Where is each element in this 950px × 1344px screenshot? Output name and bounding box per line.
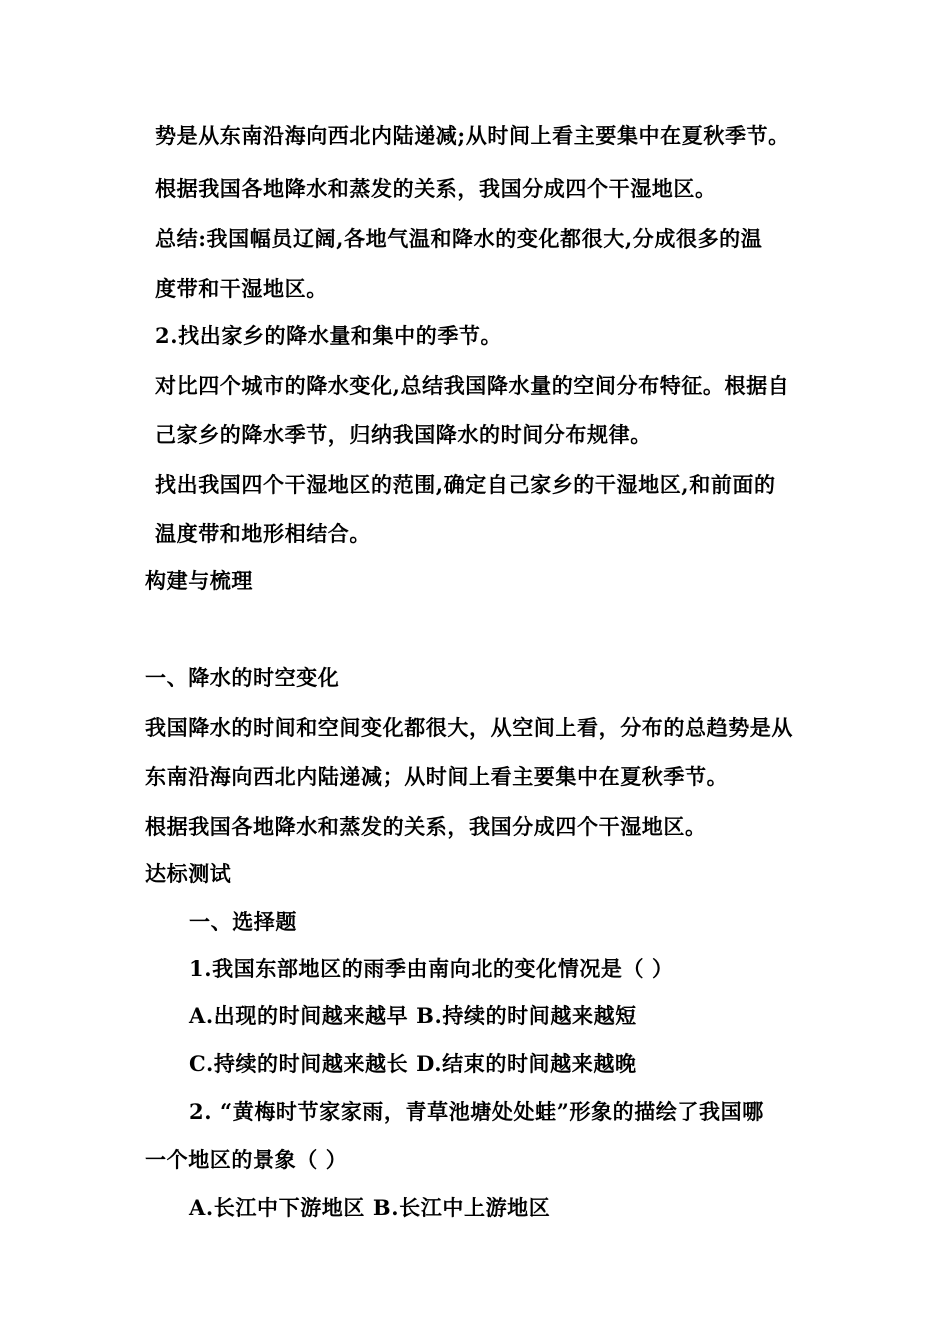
task-heading: 2.找出家乡的降水量和集中的季节。 — [155, 323, 503, 348]
answer-options: C.持续的时间越来越长 D.结束的时间越来越晚 — [189, 1051, 637, 1076]
section-heading: 构建与梳理 — [145, 568, 253, 593]
summary-line: 度带和干湿地区。 — [155, 276, 328, 301]
text-line: 找出我国四个干湿地区的范围,确定自己家乡的干湿地区,和前面的 — [155, 472, 776, 497]
question-stem: 1.我国东部地区的雨季由南向北的变化情况是（ ） — [189, 956, 674, 981]
text-line: 温度带和地形相结合。 — [155, 521, 371, 546]
answer-options: A.出现的时间越来越早 B.持续的时间越来越短 — [189, 1003, 637, 1028]
text-line: 东南沿海向西北内陆递减；从时间上看主要集中在夏秋季节。 — [145, 764, 729, 789]
question-stem: 2. “黄梅时节家家雨，青草池塘处处蛙”形象的描绘了我国哪 — [189, 1099, 764, 1124]
text-line: 势是从东南沿海向西北内陆递减;从时间上看主要集中在夏秋季节。 — [155, 123, 790, 148]
subsection-heading: 一、选择题 — [189, 909, 297, 934]
text-line: 我国降水的时间和空间变化都很大，从空间上看，分布的总趋势是从 — [145, 715, 793, 740]
text-line: 己家乡的降水季节，归纳我国降水的时间分布规律。 — [155, 422, 652, 447]
summary-line: 总结:我国幅员辽阔,各地气温和降水的变化都很大,分成很多的温 — [155, 226, 763, 251]
question-stem: 一个地区的景象（ ） — [145, 1147, 348, 1172]
text-line: 根据我国各地降水和蒸发的关系，我国分成四个干湿地区。 — [145, 814, 707, 839]
section-heading: 达标测试 — [145, 861, 232, 886]
subsection-heading: 一、降水的时空变化 — [145, 665, 340, 690]
answer-options: A.长江中下游地区 B.长江中上游地区 — [189, 1195, 551, 1220]
text-line: 根据我国各地降水和蒸发的关系，我国分成四个干湿地区。 — [155, 176, 717, 201]
text-line: 对比四个城市的降水变化,总结我国降水量的空间分布特征。根据自 — [155, 373, 790, 398]
